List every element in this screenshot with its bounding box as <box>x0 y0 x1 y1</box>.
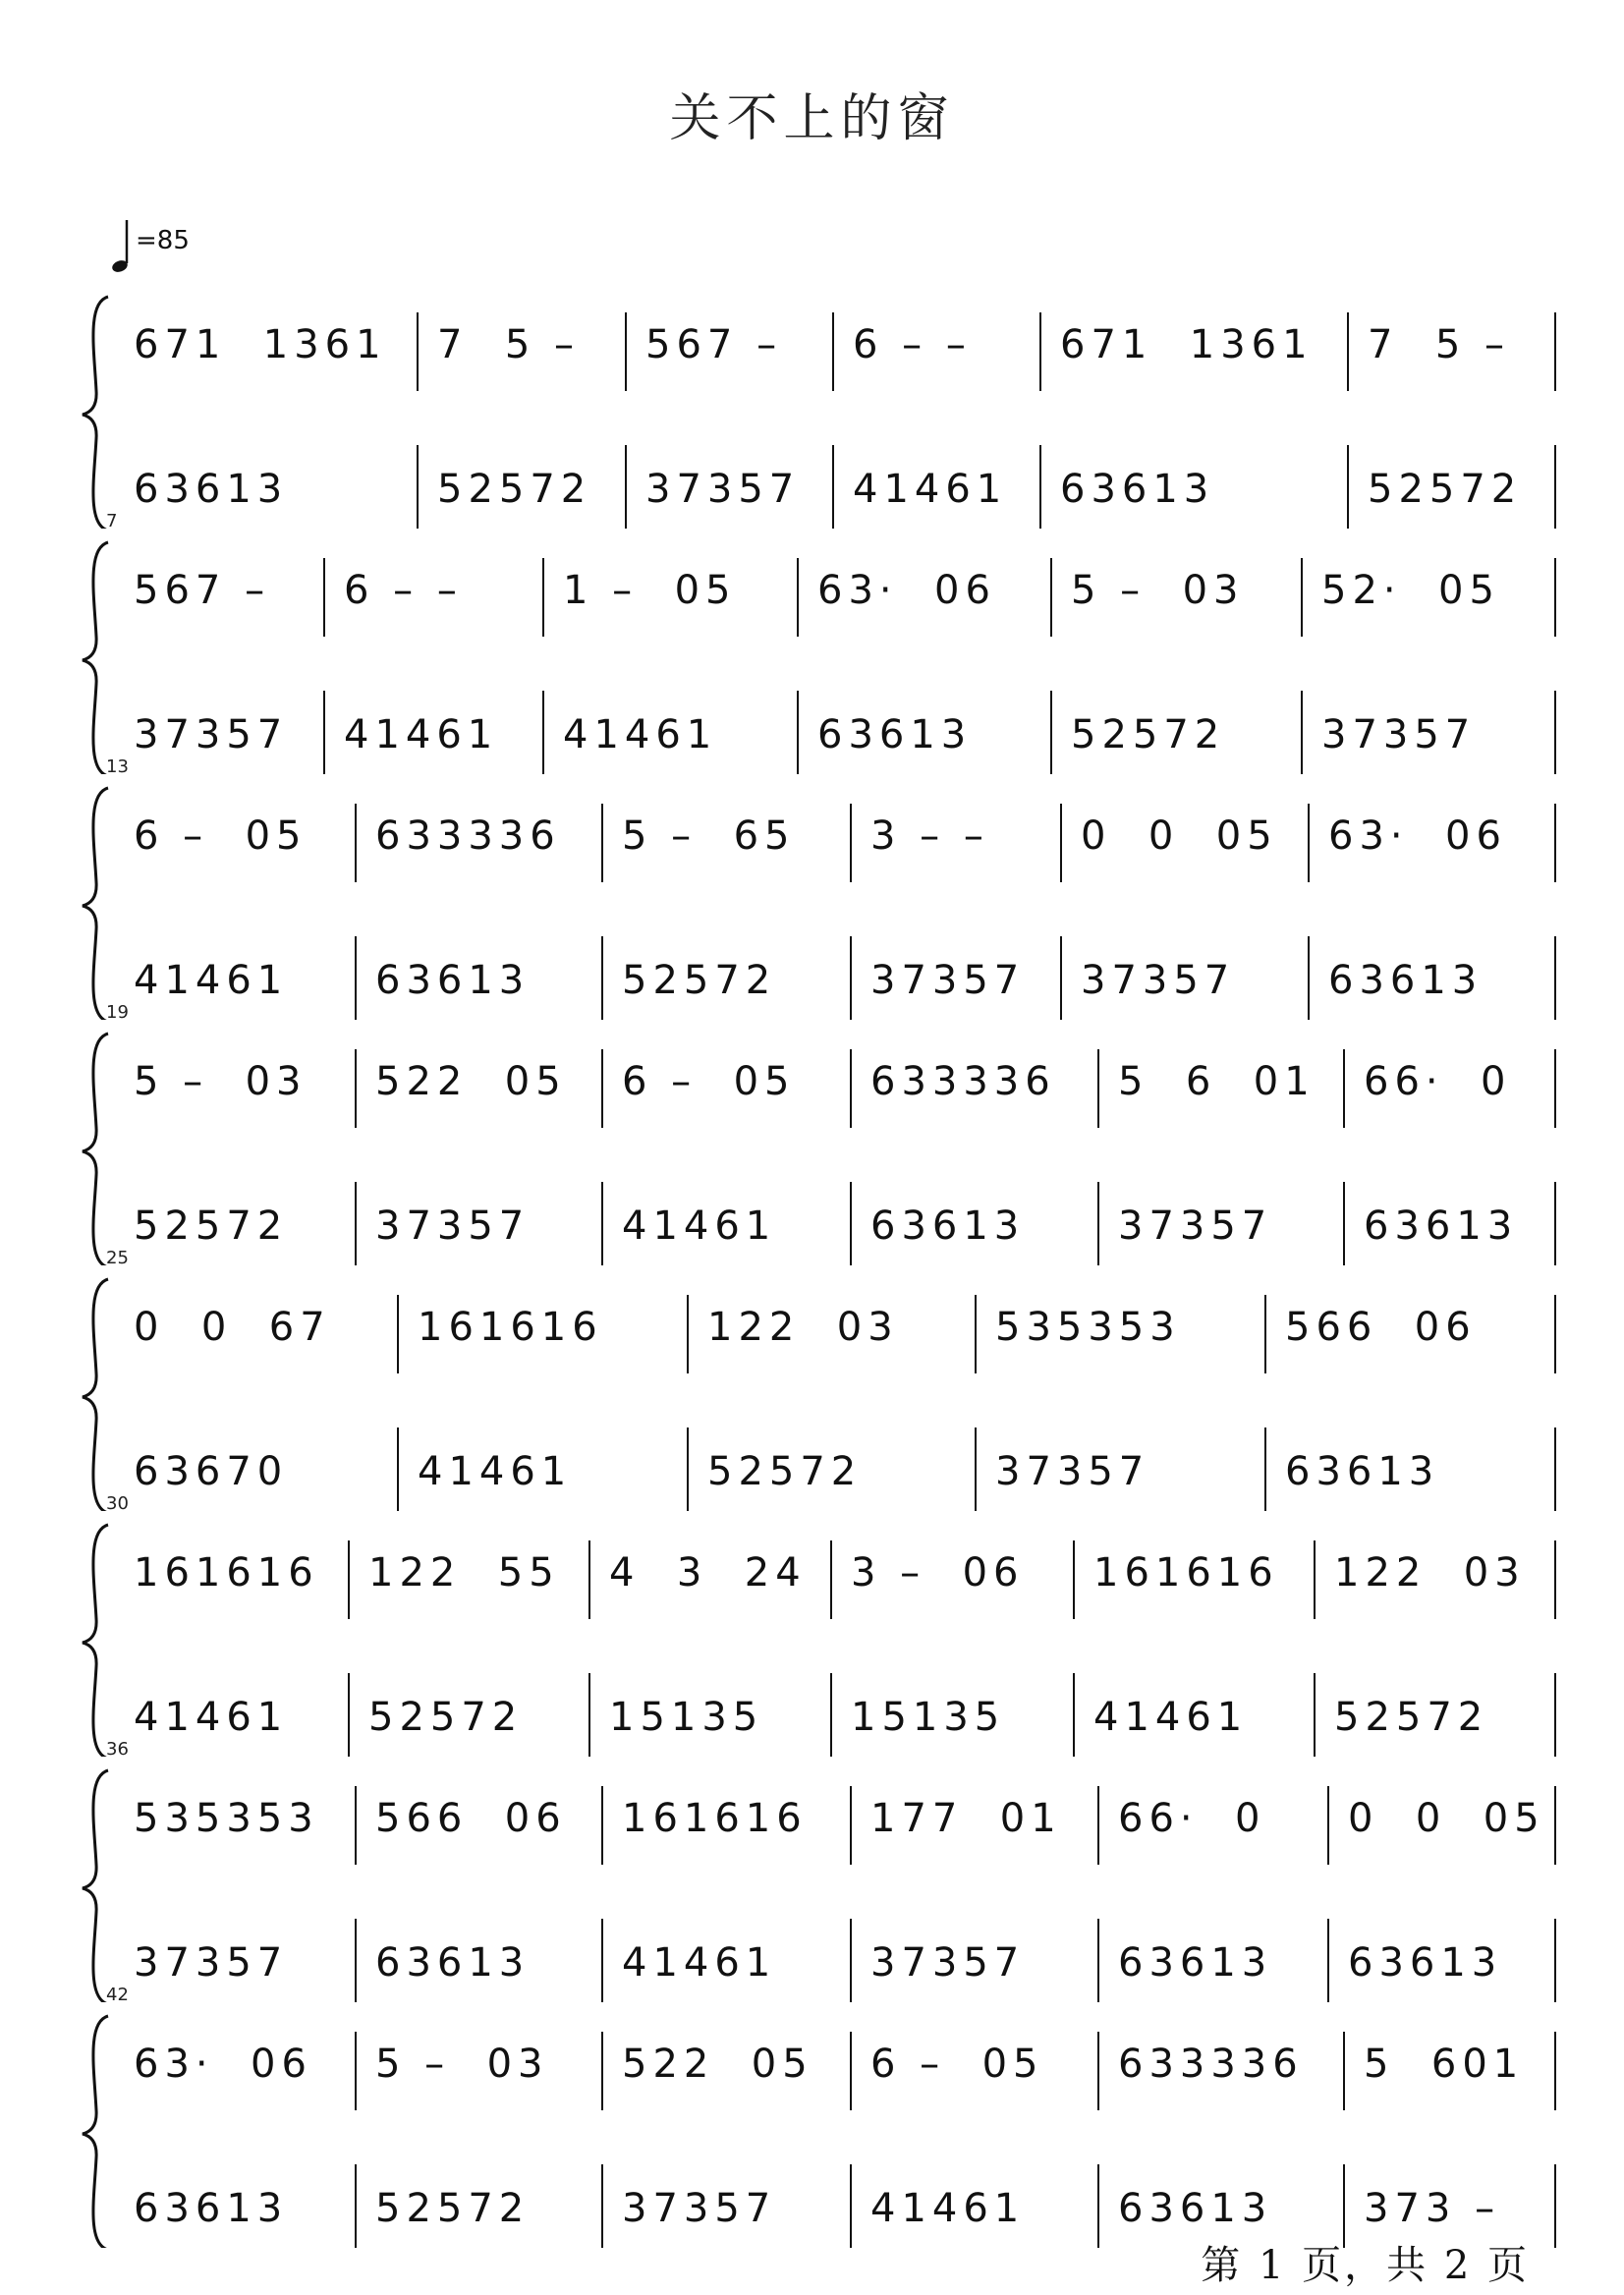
score-system <box>0 1493 1624 1740</box>
measure: 15135 <box>609 1695 764 1740</box>
measure-number: 25 <box>106 1248 129 1268</box>
upper-staff-row <box>0 1293 1624 1362</box>
measure: 6 – 05 <box>134 813 308 859</box>
measure: 177 01 <box>870 1796 1062 1841</box>
measure: 7 5 – <box>437 322 581 367</box>
measure: 63· 06 <box>134 2042 312 2087</box>
measure: 52572 <box>368 1695 524 1740</box>
score-system <box>0 1002 1624 1249</box>
measure: 6 – – <box>344 568 463 613</box>
measure: 0 0 05 <box>1081 813 1278 859</box>
measure: 63613 <box>870 1203 1026 1249</box>
score-system <box>0 293 1624 512</box>
measure: 63· 06 <box>1328 813 1507 859</box>
measure: 63613 <box>1060 467 1215 512</box>
measure: 63613 <box>1118 2186 1273 2231</box>
measure: 3 – 06 <box>851 1550 1025 1595</box>
measure: 671 1361 <box>1060 322 1314 367</box>
measure: 4 3 24 <box>609 1550 807 1595</box>
measure: 5 – 03 <box>134 1059 308 1104</box>
measure: 63613 <box>817 712 973 757</box>
lower-staff-row <box>0 946 1624 1015</box>
measure: 1 – 05 <box>563 568 737 613</box>
measure: 671 1361 <box>134 322 387 367</box>
measure: 41461 <box>563 712 718 757</box>
measure: 522 05 <box>622 2042 813 2087</box>
measure: 63613 <box>134 467 289 512</box>
score-system <box>0 511 1624 757</box>
measure: 66· 0 <box>1118 1796 1266 1841</box>
measure: 122 03 <box>1334 1550 1526 1595</box>
score-system <box>0 1739 1624 1986</box>
measure: 5 – 65 <box>622 813 796 859</box>
measure: 41461 <box>870 2186 1026 2231</box>
measure: 3 – – <box>870 813 989 859</box>
measure: 567 – <box>645 322 783 367</box>
measure: 63· 06 <box>817 568 996 613</box>
measure: 5 601 <box>1364 2042 1525 2087</box>
upper-staff-row <box>0 1047 1624 1116</box>
measure: 37357 <box>870 958 1026 1003</box>
measure: 161616 <box>622 1796 808 1841</box>
lower-staff-row <box>0 2174 1624 2243</box>
measure: 567 – <box>134 568 271 613</box>
measure: 122 03 <box>707 1305 899 1350</box>
measure-number: 13 <box>106 756 129 777</box>
measure: 63613 <box>134 2186 289 2231</box>
measure: 37357 <box>1321 712 1477 757</box>
measure: 41461 <box>622 1940 777 1986</box>
measure: 41461 <box>418 1449 573 1494</box>
measure: 41461 <box>344 712 499 757</box>
measure: 566 06 <box>375 1796 567 1841</box>
measure: 161616 <box>1093 1550 1279 1595</box>
measure: 37357 <box>870 1940 1026 1986</box>
measure: 37357 <box>645 467 801 512</box>
measure: 37357 <box>995 1449 1150 1494</box>
measure: 373 – <box>1364 2186 1501 2231</box>
measure: 566 06 <box>1285 1305 1477 1350</box>
measure: 633336 <box>870 1059 1056 1104</box>
measure-number: 19 <box>106 1002 129 1023</box>
lower-staff-row <box>0 1437 1624 1506</box>
measure: 161616 <box>134 1550 319 1595</box>
measure: 41461 <box>853 467 1008 512</box>
measure: 6 – 05 <box>622 1059 796 1104</box>
upper-staff-row <box>0 1784 1624 1853</box>
measure: 63613 <box>375 958 531 1003</box>
measure: 122 55 <box>368 1550 560 1595</box>
measure: 161616 <box>418 1305 603 1350</box>
measure: 37357 <box>1081 958 1236 1003</box>
page-footer: 第 1 页，共 2 页 <box>1201 2243 1530 2288</box>
measure: 52572 <box>1334 1695 1489 1740</box>
measure: 633336 <box>1118 2042 1304 2087</box>
measure-number: 42 <box>106 1985 129 2005</box>
upper-staff-row <box>0 310 1624 379</box>
measure: 37357 <box>622 2186 777 2231</box>
measure: 5 – 03 <box>1071 568 1245 613</box>
measure: 52572 <box>134 1203 289 1249</box>
score-system <box>0 1985 1624 2231</box>
measure: 52572 <box>1071 712 1226 757</box>
measure: 63613 <box>1285 1449 1440 1494</box>
measure-number: 30 <box>106 1493 129 1514</box>
measure: 535353 <box>134 1796 319 1841</box>
measure-number: 36 <box>106 1739 129 1760</box>
measure: 37357 <box>375 1203 531 1249</box>
measure: 66· 0 <box>1364 1059 1512 1104</box>
measure: 535353 <box>995 1305 1181 1350</box>
score-system <box>0 756 1624 1003</box>
measure: 52· 05 <box>1321 568 1500 613</box>
measure: 63670 <box>134 1449 289 1494</box>
measure: 7 5 – <box>1368 322 1511 367</box>
measure: 633336 <box>375 813 561 859</box>
measure: 63613 <box>1118 1940 1273 1986</box>
lower-staff-row <box>0 1929 1624 1997</box>
upper-staff-row <box>0 556 1624 625</box>
measure: 63613 <box>1364 1203 1519 1249</box>
upper-staff-row <box>0 802 1624 870</box>
measure: 37357 <box>134 712 289 757</box>
measure: 52572 <box>1368 467 1523 512</box>
upper-staff-row <box>0 2030 1624 2099</box>
measure: 0 0 67 <box>134 1305 331 1350</box>
measure: 15135 <box>851 1695 1006 1740</box>
measure: 41461 <box>134 958 289 1003</box>
tempo-value: =85 <box>136 226 190 255</box>
measure: 6 – 05 <box>870 2042 1044 2087</box>
measure: 52572 <box>622 958 777 1003</box>
lower-staff-row <box>0 700 1624 769</box>
score-title: 关不上的窗 <box>669 89 955 148</box>
measure: 37357 <box>134 1940 289 1986</box>
lower-staff-row <box>0 1192 1624 1260</box>
measure: 41461 <box>1093 1695 1249 1740</box>
measure: 6 – – <box>853 322 972 367</box>
measure: 63613 <box>1328 958 1484 1003</box>
score-system <box>0 1248 1624 1494</box>
measure: 63613 <box>375 1940 531 1986</box>
measure: 52572 <box>707 1449 863 1494</box>
measure-number: 7 <box>106 511 118 532</box>
measure: 5 – 03 <box>375 2042 549 2087</box>
measure: 5 6 01 <box>1118 1059 1316 1104</box>
measure: 52572 <box>437 467 592 512</box>
upper-staff-row <box>0 1539 1624 1607</box>
lower-staff-row <box>0 1683 1624 1752</box>
measure: 63613 <box>1348 1940 1503 1986</box>
measure: 37357 <box>1118 1203 1273 1249</box>
measure: 52572 <box>375 2186 531 2231</box>
measure: 522 05 <box>375 1059 567 1104</box>
measure: 41461 <box>622 1203 777 1249</box>
measure: 41461 <box>134 1695 289 1740</box>
lower-staff-row <box>0 455 1624 524</box>
measure: 0 0 05 <box>1348 1796 1545 1841</box>
